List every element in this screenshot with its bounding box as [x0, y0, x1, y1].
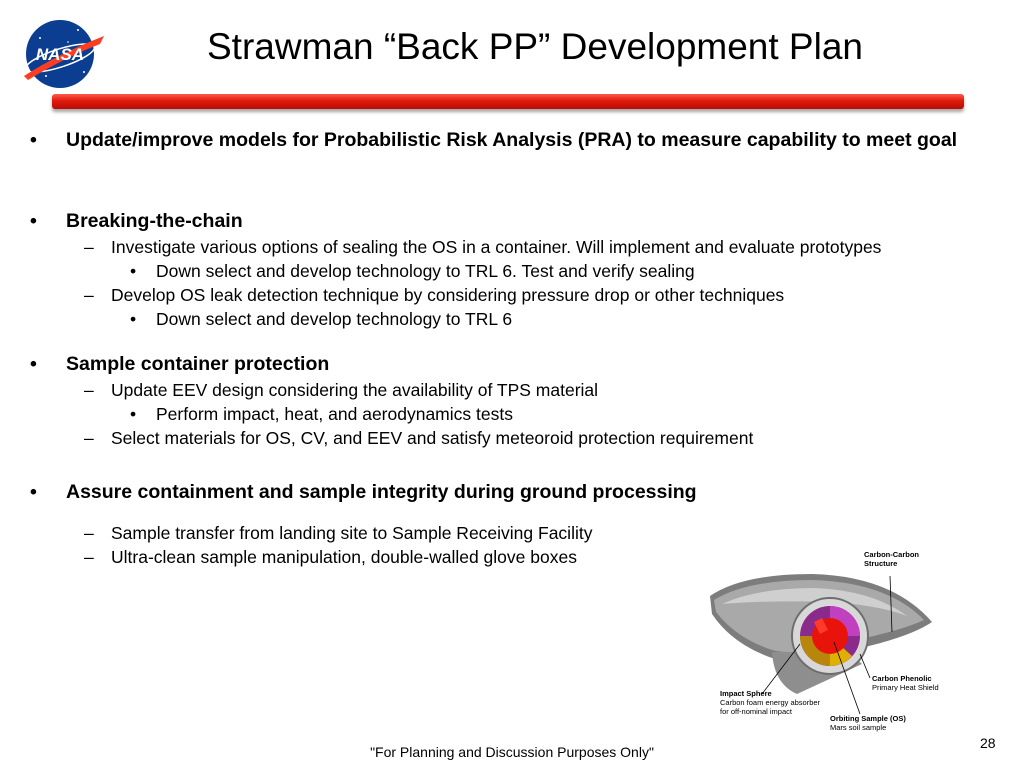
figure-label-orbiting-sample: Orbiting Sample (OS) Mars soil sample: [830, 714, 906, 732]
nasa-logo-text: NASA: [35, 45, 85, 64]
title-underline-bar: [52, 94, 964, 109]
bullet-text: Ultra-clean sample manipulation, double-walled glove boxes: [111, 547, 577, 567]
bullet-text: Investigate various options of sealing the OS in a container. Will implement and evaluate prototypes: [111, 237, 882, 257]
bullet-marker: –: [84, 523, 94, 543]
bullet-text: Down select and develop technology to TRL 6: [156, 309, 513, 329]
bullet-text: Breaking-the-chain: [66, 210, 243, 232]
bullet-marker: •: [30, 353, 37, 375]
figure-label-carbon-phenolic: Carbon Phenolic Primary Heat Shield: [872, 674, 939, 692]
bullet-text: Sample transfer from landing site to Sample Receiving Facility: [111, 523, 593, 543]
figure-label-impact-sphere: Impact Sphere Carbon foam energy absorber for off-nominal impact: [720, 689, 821, 716]
bullet-marker: –: [84, 547, 94, 567]
bullet-marker: –: [84, 285, 94, 305]
bullet-text: Assure containment and sample integrity during ground processing: [66, 481, 697, 503]
bullet-marker: •: [130, 261, 137, 281]
bullet-marker: –: [84, 428, 94, 448]
bullet-marker: •: [30, 129, 37, 151]
bullet-marker: –: [84, 237, 94, 257]
bullet-text: Sample container protection: [66, 353, 330, 375]
slide-title: Strawman “Back PP” Development Plan: [207, 26, 863, 67]
bullet-text: Perform impact, heat, and aerodynamics tests: [156, 404, 513, 424]
bullet-marker: –: [84, 380, 94, 400]
bullet-text: Select materials for OS, CV, and EEV and satisfy meteoroid protection requirement: [111, 428, 754, 448]
eev-cutaway-illustration: [702, 544, 944, 734]
footer-disclaimer: "For Planning and Discussion Purposes Only": [370, 744, 654, 760]
bullet-text: Update/improve models for Probabilistic Risk Analysis (PRA) to measure capability to meet goal: [66, 129, 958, 151]
figure-label-carbon-carbon: Carbon-Carbon Structure: [864, 550, 919, 568]
bullet-marker: •: [30, 210, 37, 232]
nasa-logo: [18, 14, 108, 92]
page-number: 28: [980, 735, 996, 751]
bullet-text: Develop OS leak detection technique by considering pressure drop or other techniques: [111, 285, 785, 305]
bullet-text: Update EEV design considering the availability of TPS material: [111, 380, 599, 400]
bullet-marker: •: [130, 404, 137, 424]
bullet-marker: •: [30, 481, 37, 503]
bullet-text: Down select and develop technology to TRL 6. Test and verify sealing: [156, 261, 695, 281]
bullet-marker: •: [130, 309, 137, 329]
